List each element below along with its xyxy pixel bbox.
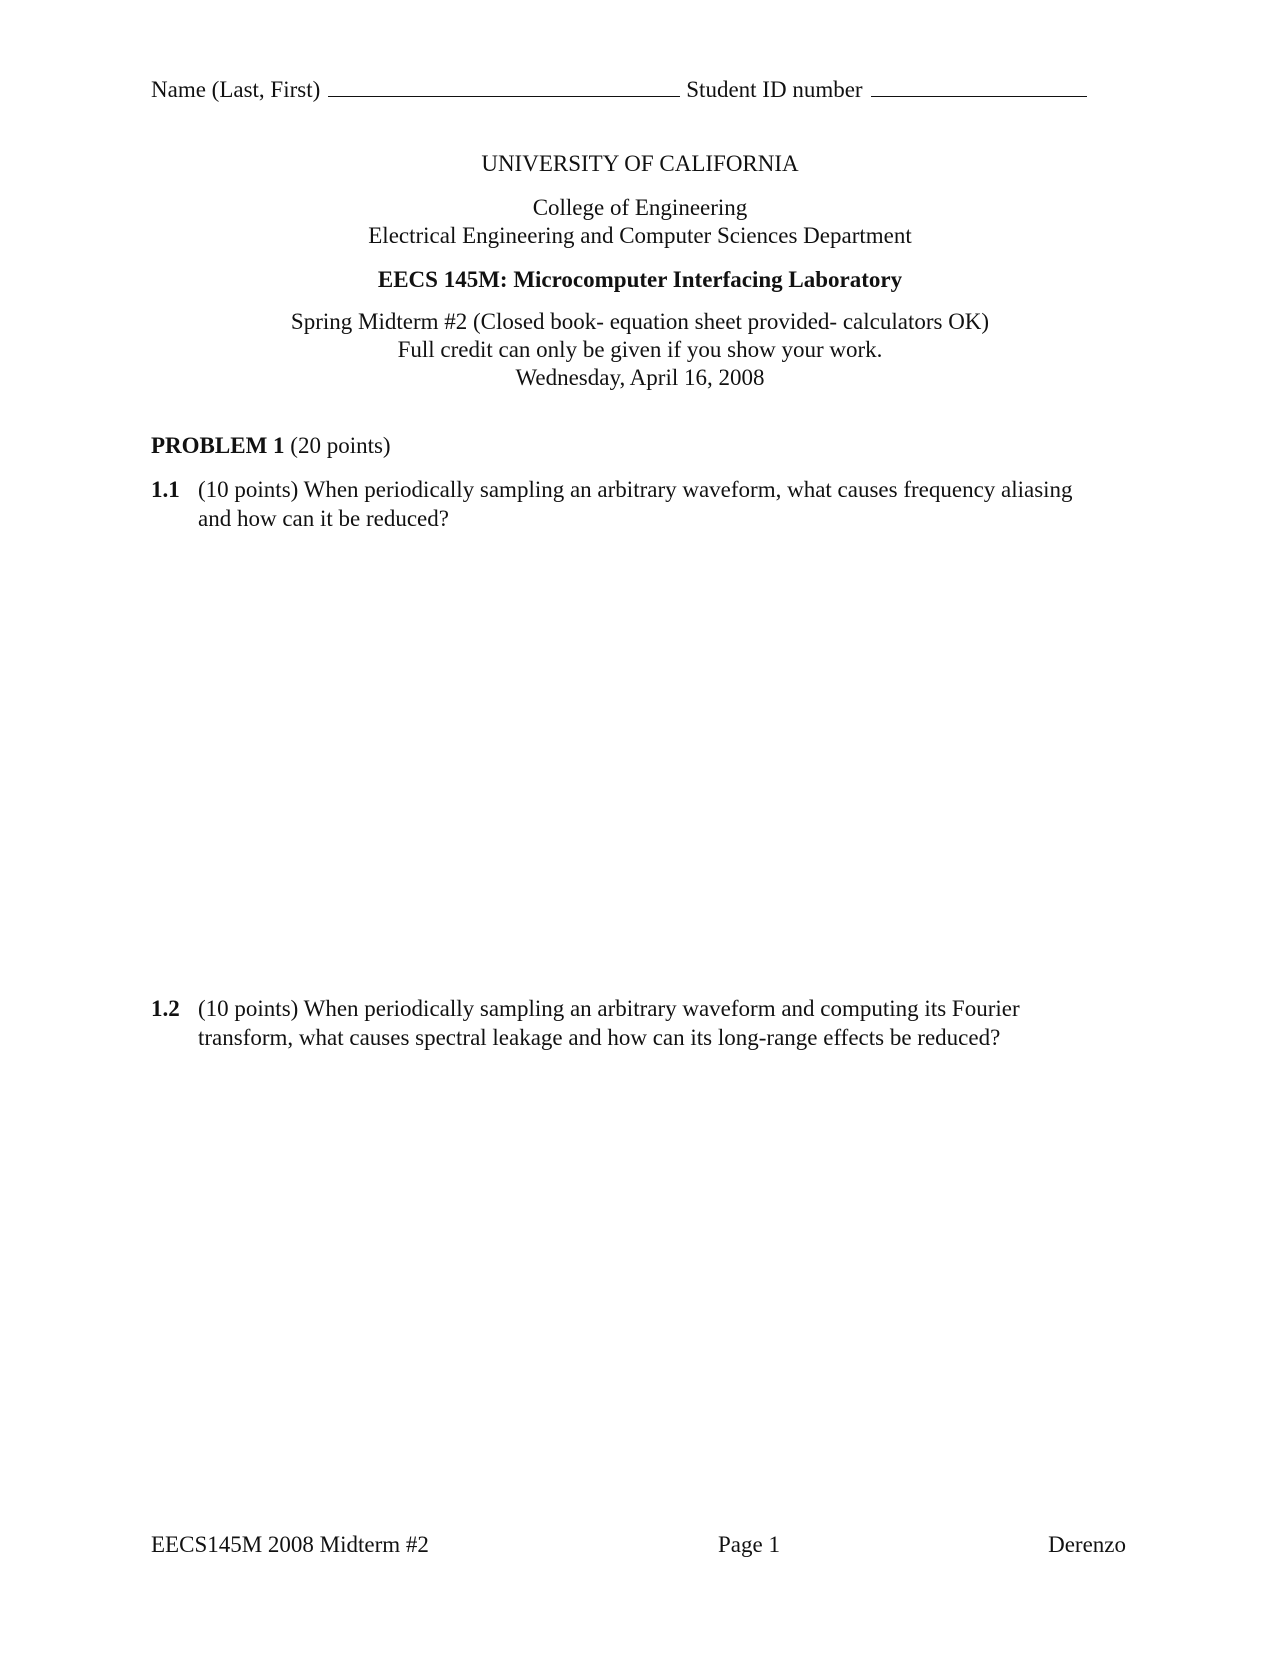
name-label: Name (Last, First) bbox=[151, 77, 321, 102]
course-title: EECS 145M: Microcomputer Interfacing Laboratory bbox=[377, 267, 903, 292]
college-name: College of Engineering bbox=[532, 195, 748, 220]
department-name: Electrical Engineering and Computer Sciences Department bbox=[368, 223, 912, 248]
college-block bbox=[0, 194, 1280, 250]
page-number: Page 1 bbox=[718, 1532, 780, 1557]
footer-author: Derenzo bbox=[1048, 1532, 1126, 1557]
footer-course-label: EECS145M 2008 Midterm #2 bbox=[151, 1532, 429, 1557]
problem-points: (20 points) bbox=[290, 433, 391, 458]
question-number: 1.2 bbox=[151, 996, 180, 1021]
problem-title: PROBLEM 1 bbox=[151, 433, 285, 458]
problem-heading bbox=[151, 433, 391, 459]
page-footer bbox=[151, 1532, 1126, 1562]
question-1-1 bbox=[151, 475, 1111, 533]
exam-date: Wednesday, April 16, 2008 bbox=[515, 365, 765, 390]
university-title: UNIVERSITY OF CALIFORNIA bbox=[481, 151, 799, 176]
name-blank-field[interactable] bbox=[328, 74, 680, 97]
question-text: (10 points) When periodically sampling an arbitrary waveform, what causes frequency aliasing and how can it be reduced? bbox=[198, 477, 1073, 531]
student-id-label: Student ID number bbox=[686, 77, 863, 102]
exam-line: Spring Midterm #2 (Closed book- equation sheet provided- calculators OK) bbox=[290, 309, 990, 334]
question-text: (10 points) When periodically sampling an arbitrary waveform and computing its Fourier transform, what causes spectral leakage and how can its long-range effects be reduced? bbox=[198, 996, 1020, 1050]
credit-line: Full credit can only be given if you show your work. bbox=[397, 337, 883, 362]
exam-info-block bbox=[0, 308, 1280, 392]
student-id-blank-field[interactable] bbox=[871, 74, 1087, 97]
question-1-2 bbox=[151, 994, 1111, 1052]
question-number: 1.1 bbox=[151, 477, 180, 502]
student-info-line bbox=[151, 74, 1121, 103]
